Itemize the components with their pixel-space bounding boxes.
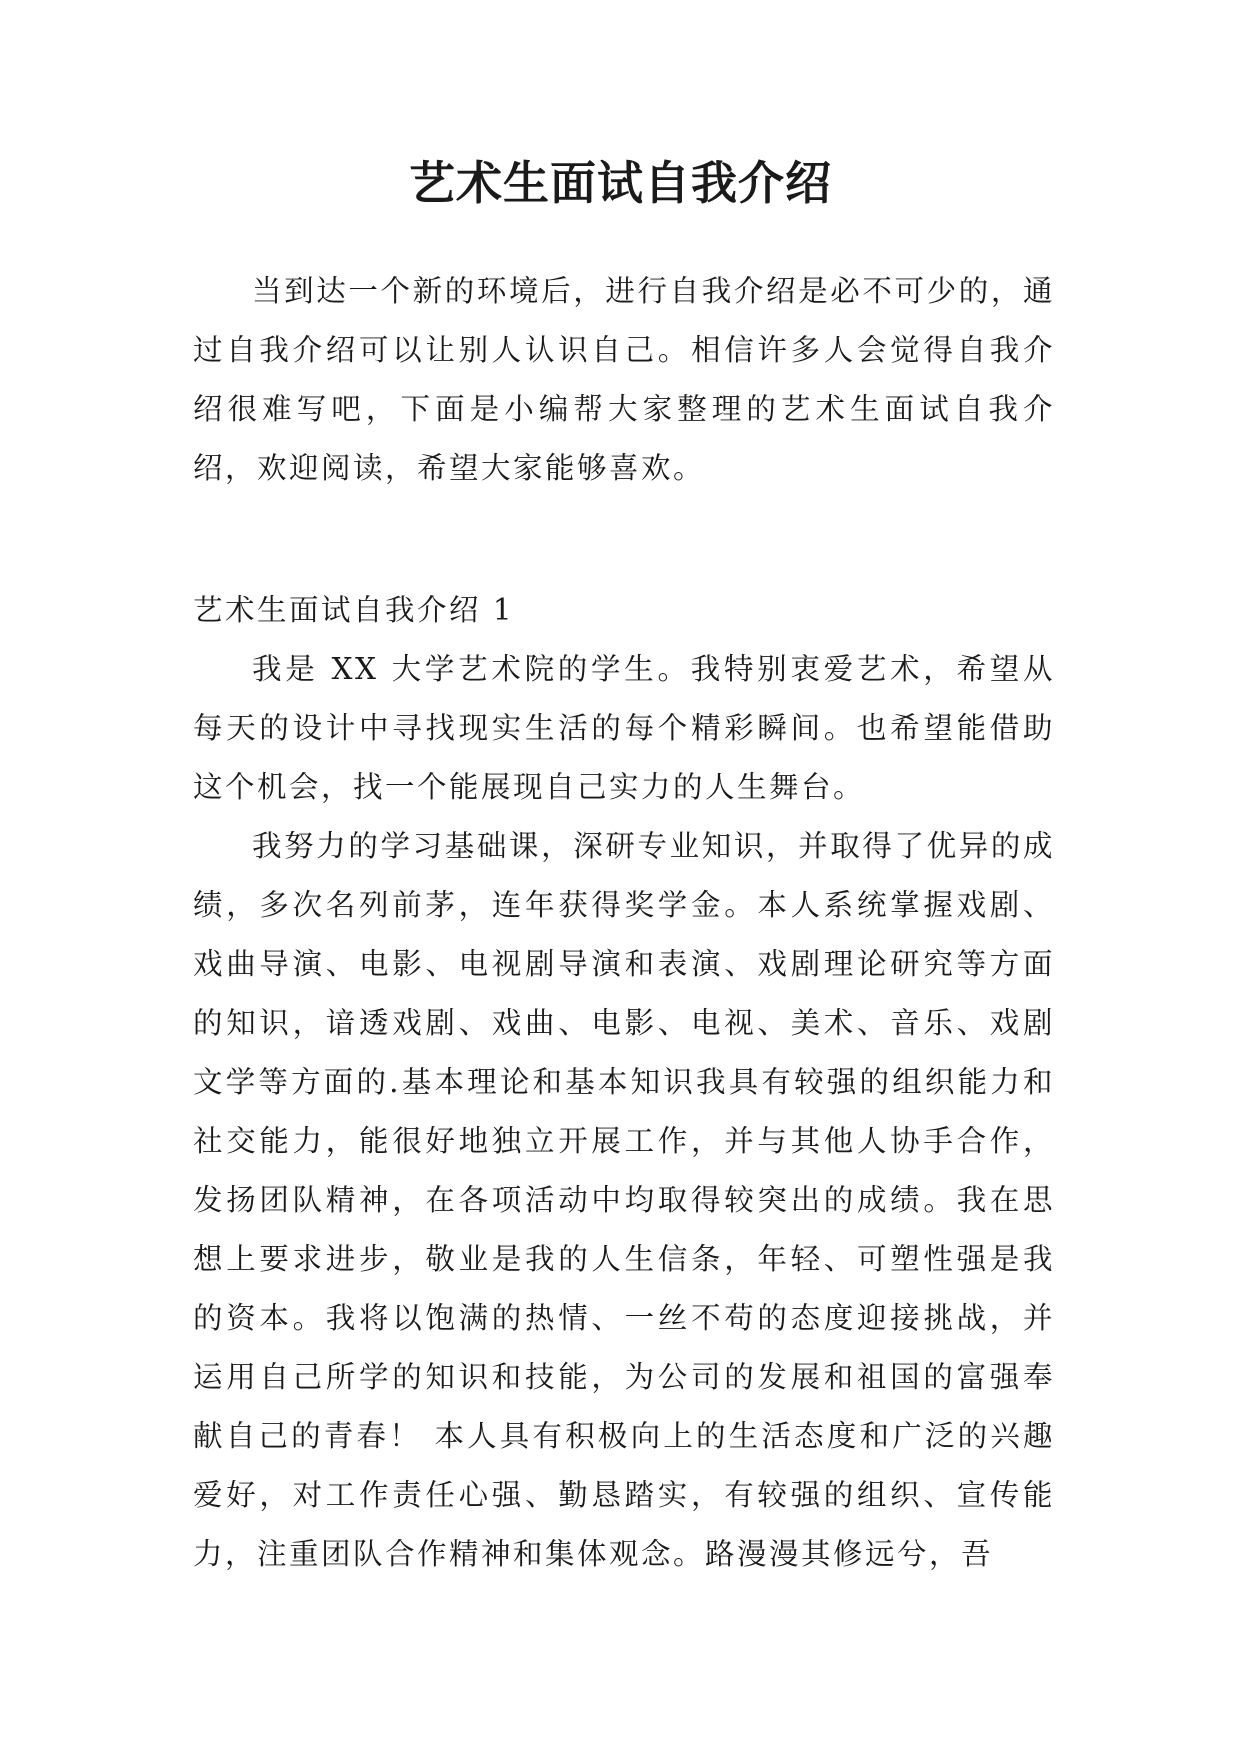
intro-paragraph: 当到达一个新的环境后，进行自我介绍是必不可少的，通过自我介绍可以让别人认识自己。相信许多人会觉得自我介绍很难写吧，下面是小编帮大家整理的艺术生面试自我介绍，欢迎阅读，希望大家能够喜欢。	[193, 274, 1055, 485]
body-paragraph-2: 我努力的学习基础课，深研专业知识，并取得了优异的成绩，多次名列前茅，连年获得奖学金。本人系统掌握戏剧、戏曲导演、电影、电视剧导演和表演、戏剧理论研究等方面的知识，谙透戏剧、戏曲、电影、电视、美术、音乐、戏剧文学等方面的.基本理论和基本知识我具有较强的组织能力和社交能力，能很好地独立开展工作，并与其他人协手合作，发扬团队精神，在各项活动中均取得较突出的成绩。我在思想上要求进步，敬业是我的人生信条，年轻、可塑性强是我的资本。我将以饱满的热情、一丝不苟的态度迎接挑战，并运用自己所学的知识和技能，为公司的发展和祖国的富强奉献自己的青春！ 本人具有积极向上的生活态度和广泛的兴趣爱好，对工作责任心强、勤恳踏实，有较强的组织、宣传能力，注重团队合作精神和集体观念。路漫漫其修远兮，吾	[193, 829, 1055, 1571]
body-paragraph-1: 我是 XX 大学艺术院的学生。我特别衷爱艺术，希望从每天的设计中寻找现实生活的每个精彩瞬间。也希望能借助这个机会，找一个能展现自己实力的人生舞台。	[193, 652, 1055, 804]
section-heading: 艺术生面试自我介绍 1	[193, 593, 515, 627]
document-title: 艺术生面试自我介绍	[409, 156, 832, 210]
